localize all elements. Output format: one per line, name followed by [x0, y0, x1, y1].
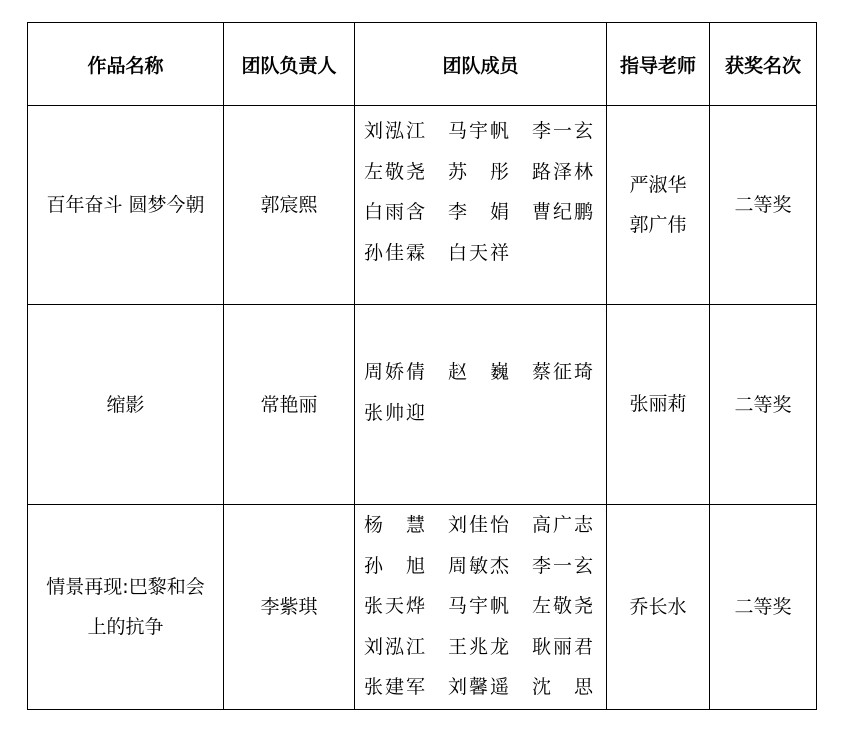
work-title-cell [28, 505, 224, 710]
header-members: 团队成员 [355, 23, 607, 106]
leader-cell: 李紫琪 [224, 505, 355, 710]
member-name: 马宇帆 [448, 595, 509, 617]
header-leader: 团队负责人 [224, 23, 355, 106]
award-cell: 二等奖 [710, 106, 817, 305]
member-name: 杨 慧 [364, 514, 425, 536]
member-name: 白天祥 [448, 241, 509, 264]
leader-cell: 郭宸熙 [224, 106, 355, 305]
member-name: 赵 巍 [448, 361, 509, 383]
header-advisors: 指导老师 [607, 23, 710, 106]
member-name: 刘泓江 [364, 635, 425, 658]
member-name: 张天烨 [364, 595, 425, 617]
member-name: 左敬尧 [364, 160, 425, 183]
member-name: 王兆龙 [448, 635, 509, 658]
member-name: 刘佳怡 [448, 514, 509, 536]
member-name: 左敬尧 [532, 595, 593, 617]
members-cell [355, 106, 607, 305]
awards-table [27, 22, 817, 710]
member-name: 孙 旭 [364, 554, 425, 577]
work-title-cell [28, 106, 224, 305]
member-name: 曹纪鹏 [532, 201, 593, 223]
members-cell [355, 305, 607, 505]
member-name: 马宇帆 [448, 120, 509, 142]
member-name: 白雨含 [364, 201, 425, 223]
advisors-cell [607, 305, 710, 505]
members-cell [355, 505, 607, 710]
advisor-name: 张丽莉 [629, 393, 687, 416]
advisor-name: 严淑华 [629, 173, 687, 196]
table-row [28, 505, 817, 710]
member-name: 张帅迎 [364, 401, 425, 424]
advisors-cell [607, 106, 710, 305]
table-row [28, 106, 817, 305]
header-title: 作品名称 [28, 23, 224, 106]
member-name: 李一玄 [532, 120, 593, 142]
header-row [28, 23, 817, 106]
member-name: 耿丽君 [532, 635, 593, 658]
header-award: 获奖名次 [710, 23, 817, 106]
work-title-line: 情景再现:巴黎和会 [46, 576, 205, 598]
member-name: 周敏杰 [448, 554, 509, 577]
award-cell: 二等奖 [710, 305, 817, 505]
member-name: 李一玄 [532, 554, 593, 577]
table-row [28, 305, 817, 505]
member-name: 路泽林 [532, 160, 593, 183]
member-name: 孙佳霖 [364, 241, 425, 264]
member-name: 刘泓江 [364, 120, 425, 142]
award-cell: 二等奖 [710, 505, 817, 710]
work-title: 百年奋斗 圆梦今朝 [46, 194, 205, 216]
member-name: 沈 思 [532, 676, 593, 698]
member-name: 苏 彤 [448, 160, 509, 183]
work-title-cell [28, 305, 224, 505]
leader-cell: 常艳丽 [224, 305, 355, 505]
member-name: 张建军 [364, 676, 425, 698]
advisor-name: 郭广伟 [629, 214, 687, 236]
member-name: 李 娟 [448, 201, 509, 223]
member-name: 高广志 [532, 514, 593, 536]
work-title-line: 上的抗争 [87, 616, 164, 638]
advisors-cell [607, 505, 710, 710]
work-title: 缩影 [106, 393, 145, 416]
advisor-name: 乔长水 [629, 595, 687, 618]
member-name: 刘馨遥 [448, 676, 509, 698]
member-name: 周娇倩 [364, 361, 425, 383]
member-name: 蔡征琦 [532, 361, 593, 383]
